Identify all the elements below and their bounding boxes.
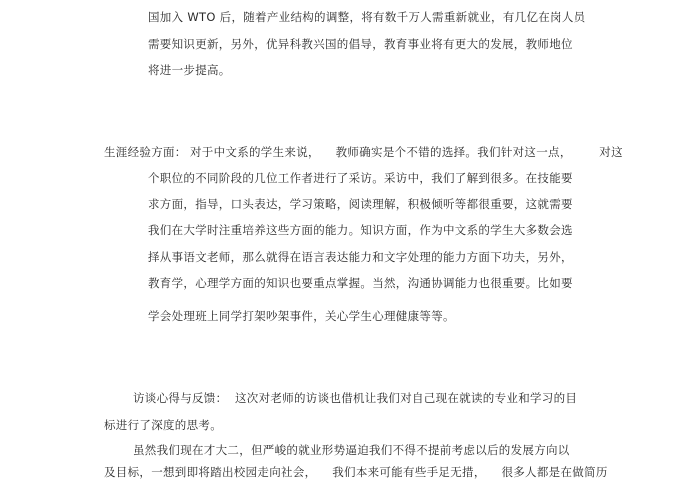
- feedback-line: 及目标，一想到即将踏出校园走向社会， 我们本来可能有些手足无措， 很多人都是在做简历: [104, 465, 608, 479]
- career-line: 求方面，指导，口头表达，学习策略，阅读理解，积极倾听等都很重要，这就需要: [148, 197, 573, 211]
- feedback-line: 这次对老师的访谈也借机让我们对自己现在就读的专业和学习的目: [235, 391, 578, 405]
- feedback-section-label: 访谈心得与反馈：: [133, 391, 228, 405]
- career-line: 个职位的不同阶段的几位工作者进行了采访。采访中，我们了解到很多。在技能要: [148, 171, 573, 185]
- intro-line: 国加入 WTO 后，随着产业结构的调整，将有数千万人需重新就业，有几亿在岗人员: [148, 10, 586, 24]
- career-line: 对于中文系的学生来说， 教师确实是个不错的选择。我们针对这一点， 对这: [190, 145, 623, 159]
- intro-line: 需要知识更新，另外，优异科教兴国的倡导，教育事业将有更大的发展，教师地位: [148, 37, 573, 51]
- career-line: 学会处理班上同学打架吵架事件，关心学生心理健康等等。: [148, 309, 455, 323]
- career-line: 择从事语文老师，那么就得在语言表达能力和文字处理的能力方面下功夫，另外，: [148, 250, 573, 264]
- career-section-label: 生涯经验方面：: [104, 145, 187, 159]
- feedback-line: 虽然我们现在才大二，但严峻的就业形势逼迫我们不得不提前考虑以后的发展方向以: [133, 443, 570, 457]
- feedback-line: 标进行了深度的思考。: [104, 418, 222, 432]
- career-line: 教育学，心理学方面的知识也要重点掌握。当然，沟通协调能力也很重要。比如要: [148, 276, 573, 290]
- intro-line: 将进一步提高。: [148, 63, 231, 77]
- career-line: 我们在大学时注重培养这些方面的能力。知识方面，作为中文系的学生大多数会选: [148, 223, 573, 237]
